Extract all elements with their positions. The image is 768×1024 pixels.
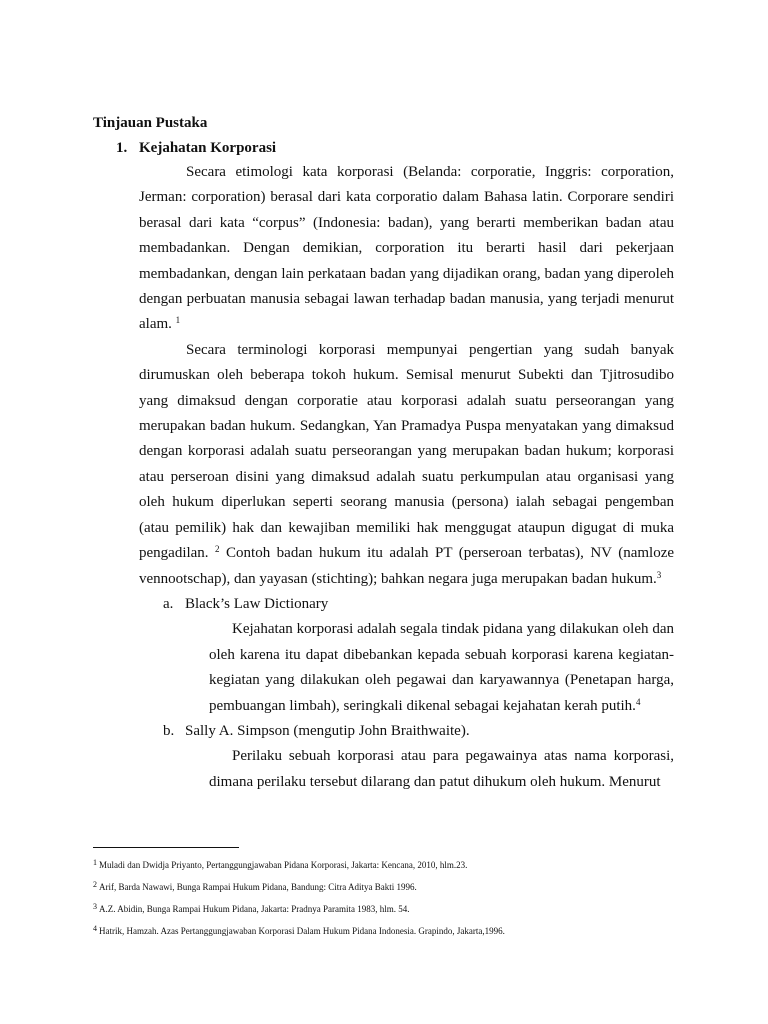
paragraph-text: Secara terminologi korporasi mempunyai pengertian yang sudah banyak dirumuskan oleh beberapa tokoh hukum. Semisal menurut Subekti dan Tjitrosudibo yang dimaksud dengan corporatie atau korporasi adalah suatu perseorangan yang merupakan badan hukum. Sedangkan, Yan Pramadya Puspa menyatakan yang dimaksud dengan korporasi adalah suatu perseorangan yang merupakan badan hukum; korporasi atau perseroan disini yang dimaksud adalah suatu perkumpulan atau organisasi yang oleh hukum diperlukan seperti seorang manusia (persona) ialah sebagai pengemban (atau pemilik) hak dan kewajiban memiliki hak menggugat ataupun digugat di muka pengadilan. xyxy=(139,341,674,562)
list-title: Black’s Law Dictionary xyxy=(185,595,329,612)
footnote-ref: 4 xyxy=(635,696,641,707)
paragraph-terminology xyxy=(139,338,674,592)
footnote-number: 2 xyxy=(93,880,97,889)
subsection-title: Kejahatan Korporasi xyxy=(139,140,277,156)
footnote-text: A.Z. Abidin, Bunga Rampai Hukum Pidana, Jakarta: Pradnya Paramita 1983, hlm. 54. xyxy=(99,904,410,914)
subsection-heading xyxy=(116,138,276,158)
paragraph-text: Contoh badan hukum itu adalah PT (perseroan terbatas), NV (namloze vennootschap), dan yayasan (stichting); bahkan negara juga merupakan badan hukum. xyxy=(139,545,675,587)
paragraph-text: Kejahatan korporasi adalah segala tindak pidana yang dilakukan oleh dan oleh karena itu dapat dibebankan kepada sebuah korporasi karena kegiatan-kegiatan yang dilakukan oleh pegawai dan karyawannya (Penetapan harga, pembuangan limbah), seringkali dikenal sebagai kejahatan kerah putih. xyxy=(209,621,674,714)
footnote-number: 4 xyxy=(93,924,97,933)
body-text xyxy=(139,160,674,795)
list-letter: a. xyxy=(163,595,174,612)
footnote-divider xyxy=(93,847,239,848)
list-item-a-text xyxy=(209,617,674,719)
footnotes xyxy=(93,853,693,941)
footnote-number: 3 xyxy=(93,902,97,911)
list-title: Sally A. Simpson (mengutip John Braithwaite). xyxy=(185,722,470,739)
footnote-number: 1 xyxy=(93,858,97,867)
footnote-text: Arif, Barda Nawawi, Bunga Rampai Hukum Pidana, Bandung: Citra Aditya Bakti 1996. xyxy=(99,882,417,892)
paragraph-text: Secara etimologi kata korporasi (Belanda: corporatie, Inggris: corporation, Jerman: corporation) berasal dari kata corporatio dalam Bahasa latin. Corporare sendiri berasal dari kata “corpus” (Indonesia: badan), yang berarti memberikan badan atau membadankan. Dengan demikian, corporation itu berarti hasil dari pekerjaan membadankan, dengan lain perkataan badan yang dijadikan orang, badan yang diperoleh dengan perbuatan manusia sebagai lawan terhadap badan manusia, yang terjadi menurut alam. xyxy=(139,164,674,333)
list-letter: b. xyxy=(163,722,175,739)
list-item-b xyxy=(163,719,674,744)
list-item-a xyxy=(163,592,674,617)
footnote-text: Muladi dan Dwidja Priyanto, Pertanggungjawaban Pidana Korporasi, Jakarta: Kencana, 2010, hlm.23. xyxy=(99,860,468,870)
paragraph-text: Perilaku sebuah korporasi atau para pegawainya atas nama korporasi, dimana perilaku tersebut dilarang dan patut dihukum oleh hukum. Menurut xyxy=(209,748,674,790)
footnote-text: Hatrik, Hamzah. Azas Pertanggungjawaban Korporasi Dalam Hukum Pidana Indonesia. Grapindo, Jakarta,1996. xyxy=(99,926,505,936)
footnote-item xyxy=(93,853,693,875)
list-item-b-text xyxy=(209,744,674,795)
footnote-item xyxy=(93,919,693,941)
paragraph-etymology xyxy=(139,160,674,338)
subsection-number: 1. xyxy=(116,140,128,156)
footnote-ref: 3 xyxy=(656,569,662,580)
section-heading: Tinjauan Pustaka xyxy=(93,115,208,131)
footnote-item xyxy=(93,897,693,919)
footnote-ref: 2 xyxy=(215,544,220,555)
footnote-item xyxy=(93,875,693,897)
footnote-ref: 1 xyxy=(175,315,181,326)
